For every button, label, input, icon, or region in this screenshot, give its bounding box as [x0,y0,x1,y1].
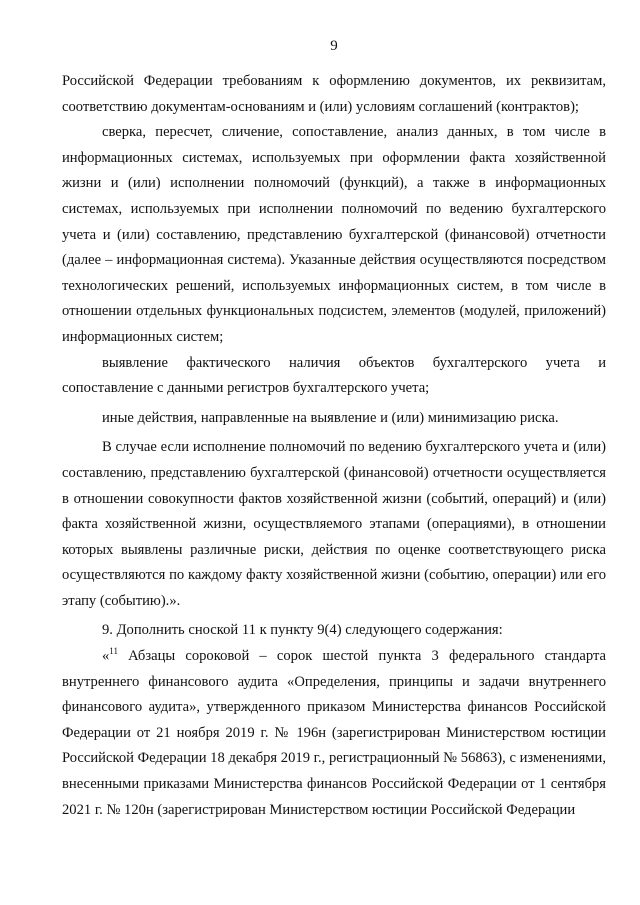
page-number: 9 [330,38,338,54]
footnote-marker: 11 [109,646,118,657]
paragraph-reconciliation: сверка, пересчет, сличение, сопоставление, анализ данных, в том числе в информационных системах, используемых при оформлении факта хозяйственной жизни и (или) исполнении полномочий (функций), а также в информационных системах, используемых при исполнении полномочий по ведению бухгалтерского учета и (или) составлению, представлению бухгалтерской (финансовой) отчетности (далее – информационная система). Указанные действия осуществляются посредством технологических решений, используемых информационных систем, в том числе в отношении отдельных функциональных подсистем, элементов (модулей, приложений) информационных систем; [62,124,606,345]
footnote-text: Абзацы сороковой – сорок шестой пункта 3 федерального стандарта внутреннего финансового аудита «Определения, принципы и задачи внутреннего финансового аудита», утвержденного приказом Министерства финансов Российской Федерации от 21 ноября 2019 г. № 196н (зарегистрирован Министерством юстиции Российской Федерации 18 декабря 2019 г., регистрационный № 56863), с изменениями, внесенными приказами Министерства финансов Российской Федерации от 1 сентября 2021 г. № 120н (зарегистрирован Министерством юстиции Российской Федерации [62,648,606,818]
paragraph-identification: выявление фактического наличия объектов бухгалтерского учета и сопоставление с данными регистров бухгалтерского учета; [62,354,606,397]
paragraph-continuation: Российской Федерации требованиям к оформлению документов, их реквизитам, соответствию документам-основаниям и (или) условиям соглашений (контрактов); [62,73,606,115]
paragraph-risk-case: В случае если исполнение полномочий по ведению бухгалтерского учета и (или) составлению, представлению бухгалтерской (финансовой) отчетности осуществляется в отношении совокупности фактов хозяйственной жизни (событий, операций) и (или) факта хозяйственной жизни, осуществляемого этапами (операциями), в отношении которых выявлены различные риски, действия по оценке соответствующего риска осуществляются по каждому факту хозяйственной жизни (событию, операции) или его этапу (событию).». [62,439,606,609]
footnote-paragraph [62,644,606,823]
paragraph-amendment-9: 9. Дополнить сноской 11 к пункту 9(4) следующего содержания: [102,622,503,639]
footnote-open-quote: « [102,648,110,665]
paragraph-other-actions: иные действия, направленные на выявление и (или) минимизацию риска. [102,409,559,426]
